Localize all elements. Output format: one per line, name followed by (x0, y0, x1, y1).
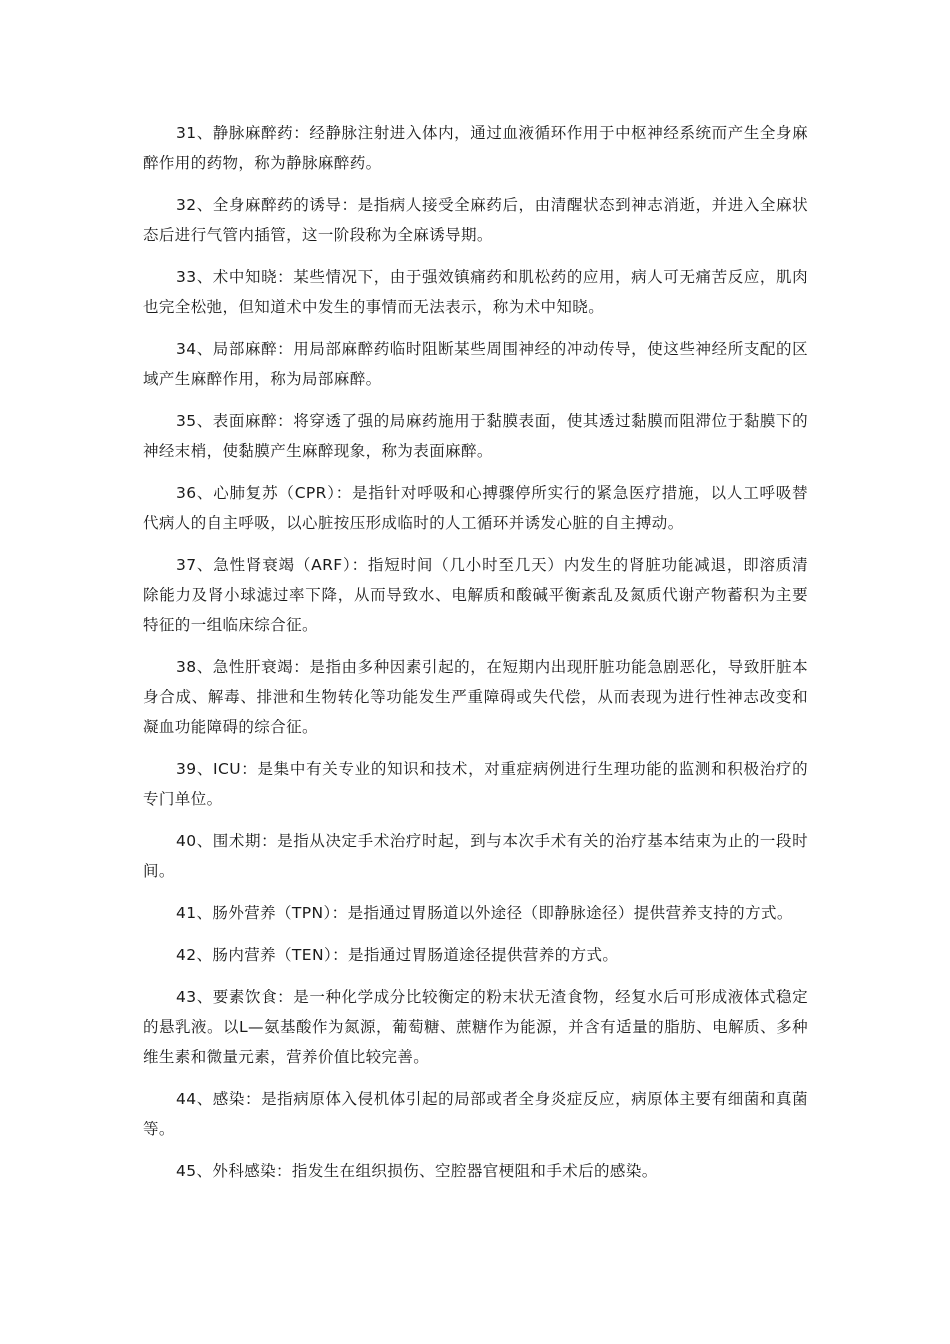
glossary-entry-37: 37、急性肾衰竭（ARF）：指短时间（几小时至几天）内发生的肾脏功能减退，即溶质清除能力及肾小球滤过率下降，从而导致水、电解质和酸碱平衡紊乱及氮质代谢产物蓄积为主要特征的一组临床综合征。 (143, 556, 808, 634)
glossary-entry-38: 38、急性肝衰竭：是指由多种因素引起的，在短期内出现肝脏功能急剧恶化，导致肝脏本身合成、解毒、排泄和生物转化等功能发生严重障碍或失代偿，从而表现为进行性神志改变和凝血功能障碍的综合征。 (143, 658, 808, 736)
glossary-entry-34: 34、局部麻醉：用局部麻醉药临时阻断某些周围神经的冲动传导，使这些神经所支配的区域产生麻醉作用，称为局部麻醉。 (143, 340, 808, 388)
glossary-entry-40: 40、围术期：是指从决定手术治疗时起，到与本次手术有关的治疗基本结束为止的一段时间。 (143, 832, 808, 880)
glossary-entry-45: 45、外科感染：指发生在组织损伤、空腔器官梗阻和手术后的感染。 (176, 1162, 658, 1180)
glossary-entry-41: 41、肠外营养（TPN）：是指通过胃肠道以外途径（即静脉途径）提供营养支持的方式。 (176, 904, 793, 922)
glossary-entry-39: 39、ICU：是集中有关专业的知识和技术，对重症病例进行生理功能的监测和积极治疗的专门单位。 (143, 760, 808, 808)
glossary-entry-43: 43、要素饮食：是一种化学成分比较衡定的粉末状无渣食物，经复水后可形成液体式稳定的悬乳液。以L—氨基酸作为氮源，葡萄糖、蔗糖作为能源，并含有适量的脂肪、电解质、多种维生素和微量元素，营养价值比较完善。 (143, 988, 808, 1066)
glossary-entry-32: 32、全身麻醉药的诱导：是指病人接受全麻药后，由清醒状态到神志消逝，并进入全麻状态后进行气管内插管，这一阶段称为全麻诱导期。 (143, 196, 808, 244)
glossary-entry-44: 44、感染：是指病原体入侵机体引起的局部或者全身炎症反应，病原体主要有细菌和真菌等。 (143, 1090, 808, 1138)
glossary-entry-31: 31、静脉麻醉药：经静脉注射进入体内，通过血液循环作用于中枢神经系统而产生全身麻醉作用的药物，称为静脉麻醉药。 (143, 124, 808, 172)
glossary-entry-35: 35、表面麻醉：将穿透了强的局麻药施用于黏膜表面，使其透过黏膜而阻滞位于黏膜下的神经末梢，使黏膜产生麻醉现象，称为表面麻醉。 (143, 412, 808, 460)
glossary-entry-36: 36、心肺复苏（CPR）：是指针对呼吸和心搏骤停所实行的紧急医疗措施，以人工呼吸替代病人的自主呼吸，以心脏按压形成临时的人工循环并诱发心脏的自主搏动。 (143, 484, 808, 532)
glossary-entry-42: 42、肠内营养（TEN）：是指通过胃肠道途径提供营养的方式。 (176, 946, 619, 964)
glossary-entry-33: 33、术中知晓：某些情况下，由于强效镇痛药和肌松药的应用，病人可无痛苦反应，肌肉也完全松弛，但知道术中发生的事情而无法表示，称为术中知晓。 (143, 268, 808, 316)
document-page (143, 118, 808, 1198)
